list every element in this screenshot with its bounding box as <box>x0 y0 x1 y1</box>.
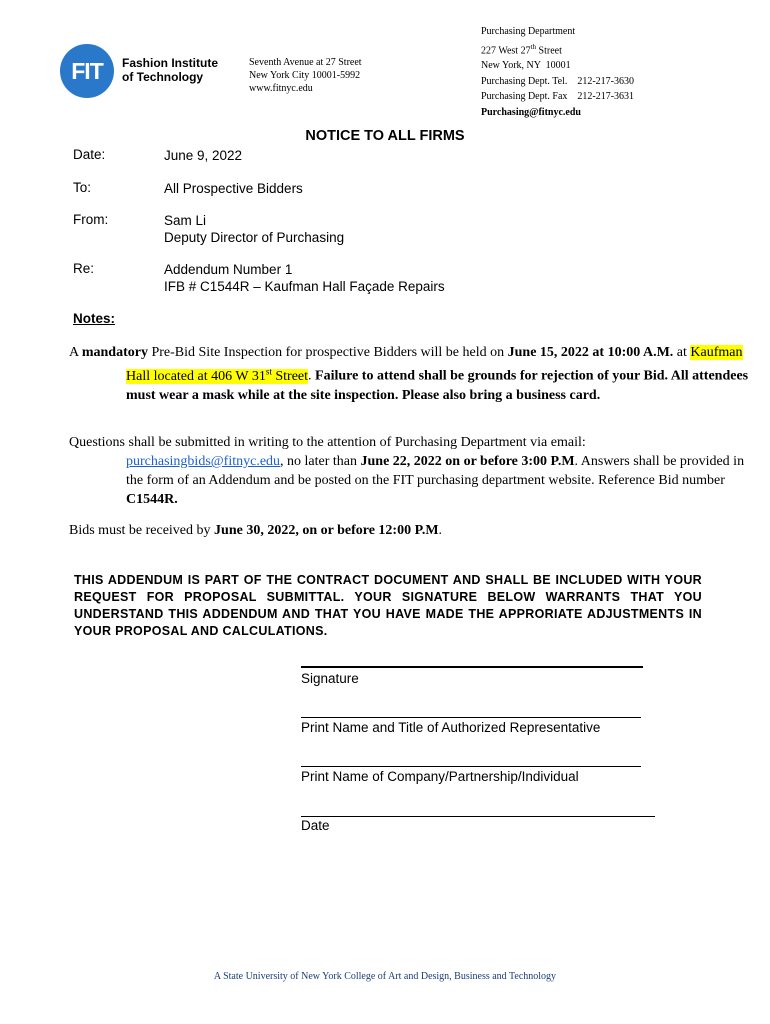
institute-address <box>249 56 362 95</box>
notes-heading: Notes: <box>73 311 116 326</box>
footer-tagline: A State University of New York College of Art and Design, Business and Technology <box>213 971 557 982</box>
re-line1: Addendum Number 1 <box>164 262 293 277</box>
institute-name-line2: of Technology <box>122 70 204 84</box>
company-line[interactable] <box>301 766 641 767</box>
dept-name: Purchasing Department <box>481 26 576 37</box>
site-inspection-paragraph: A mandatory Pre-Bid Site Inspection for prospective Bidders will be held on June 15, 2022 at 10:00 A.M. at Kaufman Hall located at 406 W 31st Street. Failure to attend shall be grounds for rejection of your Bid. All attendees must wear a mask while at the site inspection. Please also bring a business card. <box>69 345 749 403</box>
email-link[interactable]: purchasingbids@fitnyc.edu <box>126 454 281 469</box>
address-line1: Seventh Avenue at 27 Street <box>249 57 362 68</box>
to-value: All Prospective Bidders <box>164 181 303 196</box>
dept-fax: Purchasing Dept. Fax 212-217-3631 <box>481 91 635 103</box>
name-title-line[interactable] <box>301 717 641 718</box>
from-label: From: <box>73 212 109 227</box>
address-website: www.fitnyc.edu <box>249 83 313 94</box>
re-label: Re: <box>73 261 95 276</box>
notice-title: NOTICE TO ALL FIRMS <box>305 128 465 144</box>
dept-email: Purchasing@fitnyc.edu <box>481 106 581 118</box>
to-label: To: <box>73 180 92 195</box>
fit-logo-mark: FIT <box>60 44 114 98</box>
address-line2: New York City 10001-5992 <box>249 70 361 81</box>
questions-paragraph: Questions shall be submitted in writing to the attention of Purchasing Department via email: purchasingbids@fitnyc.edu, no later than June 22, 2022 on or before 3:00 P.M. Answers shall be provided in the form of an Addendum and be posted on the FIT purchasing department website. Reference Bid number C1544R. <box>69 435 745 507</box>
re-value <box>164 261 445 295</box>
from-value <box>164 212 344 246</box>
signature-label: Signature <box>301 671 359 686</box>
company-label: Print Name of Company/Partnership/Individual <box>301 769 579 784</box>
date-value: June 9, 2022 <box>164 148 243 163</box>
institute-name <box>122 56 218 84</box>
bid-deadline-paragraph: Bids must be received by June 30, 2022, on or before 12:00 P.M. <box>69 523 443 538</box>
dept-city: New York, NY 10001 <box>481 60 571 72</box>
date-label: Date: <box>73 147 106 162</box>
dept-tel: Purchasing Dept. Tel. 212-217-3630 <box>481 75 634 87</box>
dept-street: 227 West 27th Street <box>481 42 562 56</box>
date-sign-label: Date <box>301 818 330 833</box>
addendum-warning: THIS ADDENDUM IS PART OF THE CONTRACT DOCUMENT AND SHALL BE INCLUDED WITH YOUR REQUEST FOR PROPOSAL SUBMITTAL. YOUR SIGNATURE BELOW WARRANTS THAT YOU UNDERSTAND THIS ADDENDUM AND THAT YOU HAVE MADE THE APPRORIATE ADJUSTMENTS IN YOUR PROPOSAL AND CALCULATIONS. <box>74 573 702 638</box>
purchasing-dept-block <box>481 24 634 120</box>
re-line2: IFB # C1544R – Kaufman Hall Façade Repairs <box>164 279 445 294</box>
highlighted-location: Kaufman Hall located at 406 W 31st Street <box>126 345 743 384</box>
date-line[interactable] <box>301 816 655 817</box>
from-name: Sam Li <box>164 213 207 228</box>
from-title: Deputy Director of Purchasing <box>164 230 345 245</box>
signature-line[interactable] <box>301 666 643 668</box>
name-title-label: Print Name and Title of Authorized Representative <box>301 720 601 735</box>
institute-name-line1: Fashion Institute <box>122 56 218 70</box>
